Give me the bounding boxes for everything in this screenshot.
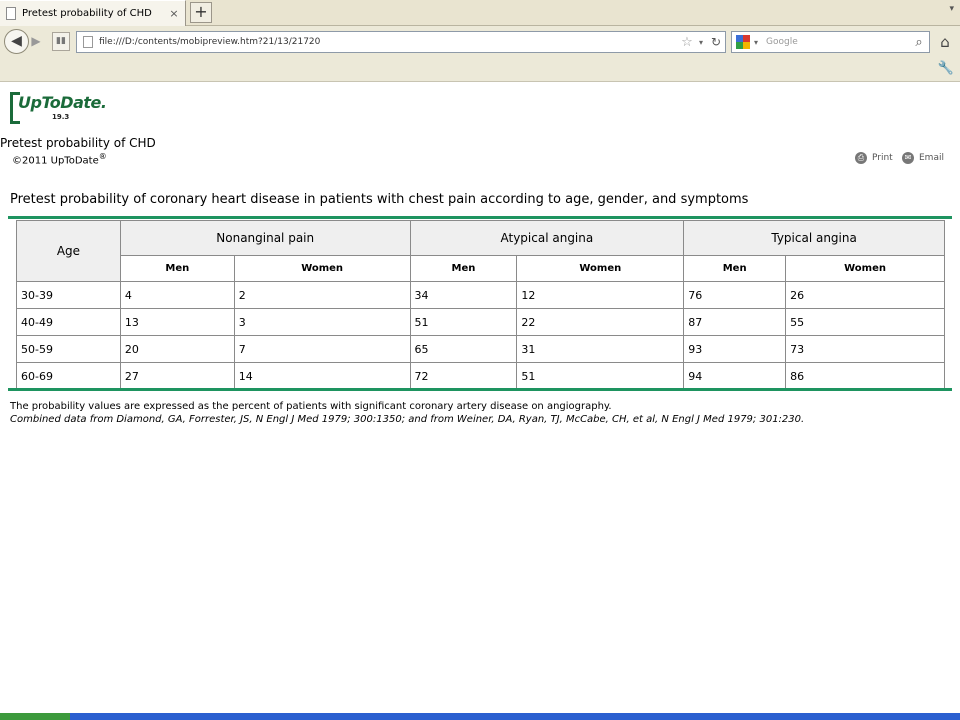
citation: Combined data from Diamond, GA, Forrester, JS, N Engl J Med 1979; 300:1350; and from Weiner, DA, Ryan, TJ, McCabe, CH, et al, N Engl J Med 1979; 301:230. [10,414,805,425]
group-header-atypical: Atypical angina [410,221,684,256]
secondary-toolbar [0,58,960,82]
value-cell: 55 [786,309,945,336]
uptodate-logo [10,92,107,124]
email-label: Email [919,153,944,163]
value-cell: 51 [517,363,684,390]
value-cell: 26 [786,282,945,309]
subheader-women: Women [517,256,684,282]
value-cell: 94 [684,363,786,390]
subheader-men: Men [410,256,517,282]
printer-icon: ⎙ [855,152,867,164]
back-arrow-icon: ◀ [11,33,22,49]
age-cell: 60-69 [17,363,121,390]
tab-title: Pretest probability of CHD [22,8,152,19]
probability-table [16,220,945,390]
address-bar[interactable] [76,31,726,53]
page-favicon-icon [6,7,16,20]
tab-list-chevron-icon[interactable]: ▾ [949,4,954,14]
table-row [17,363,945,390]
value-cell: 86 [786,363,945,390]
table-row [17,282,945,309]
table-row [17,309,945,336]
subheader-women: Women [786,256,945,282]
value-cell: 13 [120,309,234,336]
value-cell: 4 [120,282,234,309]
table-row [17,336,945,363]
value-cell: 76 [684,282,786,309]
new-tab-button[interactable]: + [190,2,212,23]
url-dropdown-icon[interactable]: ▾ [698,37,703,47]
google-icon[interactable] [736,35,750,49]
value-cell: 7 [234,336,410,363]
age-header: Age [17,221,121,282]
close-tab-icon[interactable]: × [169,6,179,20]
value-cell: 87 [684,309,786,336]
forward-arrow-icon: ▶ [31,34,41,48]
logo-text: UpToDate. [18,93,107,112]
forward-button[interactable] [28,33,44,50]
copyright-text: ©2011 UpToDate [12,155,99,167]
value-cell: 31 [517,336,684,363]
value-cell: 3 [234,309,410,336]
reload-icon[interactable]: ↻ [710,35,722,49]
top-rule [8,216,952,219]
back-button[interactable] [4,29,29,54]
value-cell: 14 [234,363,410,390]
search-engine-dropdown-icon[interactable]: ▾ [753,37,758,47]
print-label: Print [872,153,893,163]
page-title: Pretest probability of CHD [0,136,156,150]
age-cell: 40-49 [17,309,121,336]
value-cell: 73 [786,336,945,363]
page-icon [83,36,93,48]
home-icon[interactable]: ⌂ [940,33,950,51]
bookmark-star-icon[interactable]: ☆ [681,34,693,50]
registered-mark: ® [98,152,107,161]
subheader-men: Men [684,256,786,282]
group-header-typical: Typical angina [684,221,945,256]
value-cell: 22 [517,309,684,336]
bottom-rule [8,388,952,391]
value-cell: 65 [410,336,517,363]
figure-title: Pretest probability of coronary heart disease in patients with chest pain according to age, gender, and symptoms [10,192,749,207]
copyright [12,152,107,166]
envelope-icon: ✉ [902,152,914,164]
value-cell: 27 [120,363,234,390]
subheader-women: Women [234,256,410,282]
value-cell: 12 [517,282,684,309]
bars-icon: ▮▮ [56,36,66,46]
tab-strip [0,0,960,26]
start-button[interactable] [0,713,70,720]
value-cell: 2 [234,282,410,309]
search-icon[interactable]: ⌕ [915,34,923,50]
value-cell: 34 [410,282,517,309]
wrench-icon[interactable]: 🔧 [937,61,954,76]
email-link[interactable] [902,152,944,164]
taskbar [0,713,960,720]
url-text[interactable]: file:///D:/contents/mobipreview.htm?21/13/21720 [99,37,321,47]
footnote: The probability values are expressed as the percent of patients with significant coronary artery disease on angiography. [10,401,612,412]
browser-tab[interactable] [0,0,186,26]
search-bar[interactable] [731,31,930,53]
group-header-nonanginal: Nonanginal pain [120,221,410,256]
value-cell: 72 [410,363,517,390]
history-button[interactable] [52,32,70,51]
subheader-men: Men [120,256,234,282]
value-cell: 20 [120,336,234,363]
age-cell: 50-59 [17,336,121,363]
age-cell: 30-39 [17,282,121,309]
navigation-toolbar [0,26,960,58]
logo-version: 19.3 [52,113,70,121]
search-input[interactable]: Google [766,37,798,47]
value-cell: 93 [684,336,786,363]
print-link[interactable] [855,152,893,164]
value-cell: 51 [410,309,517,336]
